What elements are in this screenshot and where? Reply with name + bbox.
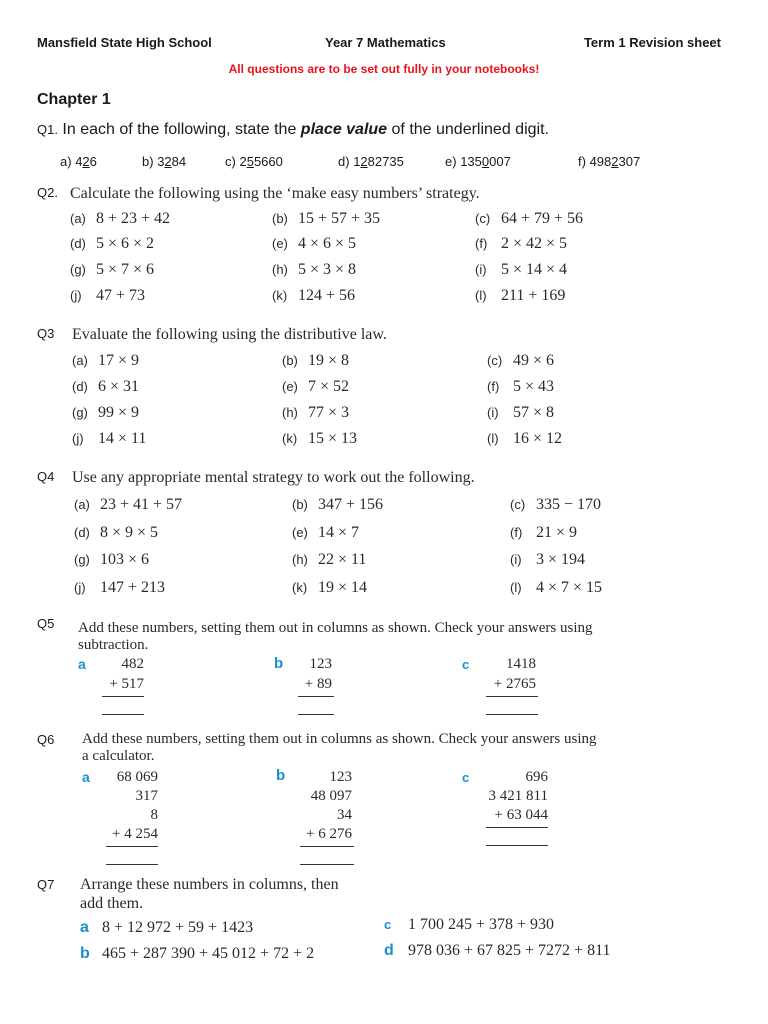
q6-instruction-line2: a calculator.	[82, 748, 155, 764]
q2-item: (e) 4 × 6 × 5	[272, 235, 357, 252]
q5-b-answer-line	[298, 714, 334, 715]
q6-label-b: b	[276, 767, 286, 784]
q1-text-a: In each of the following, state the	[62, 121, 301, 138]
q4-instruction: Use any appropriate mental strategy to work out the following.	[72, 469, 475, 486]
q6-instruction-line1: Add these numbers, setting them out in columns as shown. Check your answers using	[82, 731, 597, 747]
q7-item-b: b 465 + 287 390 + 45 012 + 72 + 2	[80, 945, 315, 962]
q1-number: Q1.	[37, 122, 58, 137]
q1-question	[37, 121, 549, 139]
q5-b-bottom: + 89	[304, 676, 332, 692]
school-name: Mansfield State High School	[37, 35, 212, 50]
q6-label-c: c	[462, 770, 470, 785]
q6-c-line: 696	[525, 769, 548, 785]
q6-b-answer-line	[300, 864, 354, 865]
q7-item-a: a 8 + 12 972 + 59 + 1423	[80, 919, 254, 936]
q3-item: (k) 15 × 13	[282, 430, 358, 447]
q3-item: (c) 49 × 6	[487, 352, 555, 369]
q2-item: (a) 8 + 23 + 42	[70, 210, 171, 227]
q3-item: (l) 16 × 12	[487, 430, 563, 447]
q2-item: (i) 5 × 14 × 4	[475, 261, 568, 278]
q4-item: (f) 21 × 9	[510, 524, 578, 541]
q6-b-rule	[300, 846, 354, 847]
q4-item: (e) 14 × 7	[292, 524, 360, 541]
q5-instruction-line2: subtraction.	[78, 637, 149, 653]
q6-a-line: + 4 254	[112, 826, 158, 842]
q6-a-rule	[106, 846, 158, 847]
q3-item: (g) 99 × 9	[72, 404, 140, 421]
q3-item: (h) 77 × 3	[282, 404, 350, 421]
q3-item: (f) 5 × 43	[487, 378, 555, 395]
q5-a-answer-line	[102, 714, 144, 715]
q2-number: Q2.	[37, 185, 58, 200]
subject-title: Year 7 Mathematics	[325, 35, 446, 50]
q5-c-top: 1418	[506, 656, 536, 672]
q6-b-line: 34	[337, 807, 352, 823]
q2-instruction: Calculate the following using the ‘make easy numbers’ strategy.	[70, 185, 480, 202]
instruction-note: All questions are to be set out fully in your notebooks!	[228, 62, 540, 76]
q5-c-answer-line	[486, 714, 538, 715]
q6-c-line: + 63 044	[494, 807, 548, 823]
q7-item-d: d 978 036 + 67 825 + 7272 + 811	[384, 942, 611, 959]
q1-item: d) 1282735	[338, 154, 404, 169]
q1-text-b: of the underlined digit.	[387, 121, 549, 138]
q6-c-line: 3 421 811	[488, 788, 548, 804]
q3-item: (d) 6 × 31	[72, 378, 140, 395]
q6-c-rule	[486, 827, 548, 828]
q6-a-line: 68 069	[116, 769, 158, 785]
q4-item: (i) 3 × 194	[510, 551, 586, 568]
q5-a-top: 482	[121, 656, 144, 672]
q7-number: Q7	[37, 877, 55, 892]
q6-b-line: 48 097	[310, 788, 352, 804]
sheet-title: Term 1 Revision sheet	[583, 35, 721, 50]
q5-label-b: b	[274, 655, 284, 672]
q2-item: (j) 47 + 73	[70, 287, 146, 304]
q4-item: (h) 22 × 11	[292, 551, 367, 568]
q2-item: (h) 5 × 3 × 8	[272, 261, 357, 278]
q3-item: (i) 57 × 8	[487, 404, 555, 421]
q5-instruction-line1: Add these numbers, setting them out in columns as shown. Check your answers using	[78, 620, 593, 636]
q5-b-top: 123	[309, 656, 332, 672]
q2-item: (g) 5 × 7 × 6	[70, 261, 155, 278]
q3-item: (a) 17 × 9	[72, 352, 140, 369]
q1-item: c) 255660	[225, 154, 283, 169]
q1-item: b) 3284	[142, 154, 187, 169]
q6-label-a: a	[82, 769, 90, 785]
q5-c-bottom: + 2765	[493, 676, 536, 692]
q5-number: Q5	[37, 616, 55, 631]
q6-b-line: 123	[329, 769, 352, 785]
q2-item: (b) 15 + 57 + 35	[272, 210, 381, 227]
q3-item: (e) 7 × 52	[282, 378, 350, 395]
q4-item: (b) 347 + 156	[292, 496, 384, 513]
q5-label-c: c	[462, 657, 470, 672]
q6-a-line: 317	[135, 788, 158, 804]
q6-a-line: 8	[150, 807, 158, 823]
q5-a-bottom: + 517	[109, 676, 144, 692]
q1-item: a) 426	[60, 154, 97, 169]
q1-item: f) 4982307	[578, 154, 641, 169]
q5-a-rule	[102, 696, 144, 697]
q2-item: (l) 211 + 169	[475, 287, 566, 304]
q5-b-rule	[298, 696, 334, 697]
q4-item: (a) 23 + 41 + 57	[74, 496, 183, 513]
q1-text-em: place value	[300, 121, 388, 138]
q5-label-a: a	[78, 656, 86, 672]
q4-item: (d) 8 × 9 × 5	[74, 524, 159, 541]
q6-b-line: + 6 276	[306, 826, 352, 842]
q2-item: (f) 2 × 42 × 5	[475, 235, 568, 252]
chapter-heading: Chapter 1	[37, 91, 111, 108]
q3-instruction: Evaluate the following using the distributive law.	[72, 326, 387, 343]
q7-item-c: c 1 700 245 + 378 + 930	[384, 916, 555, 933]
q1-item: e) 1350007	[445, 154, 511, 169]
q7-instruction-line1: Arrange these numbers in columns, then	[80, 876, 339, 893]
q4-item: (k) 19 × 14	[292, 579, 368, 596]
q3-item: (b) 19 × 8	[282, 352, 350, 369]
q4-item: (j) 147 + 213	[74, 579, 166, 596]
q3-item: (j) 14 × 11	[72, 430, 147, 447]
q4-number: Q4	[37, 469, 55, 484]
q2-item: (c) 64 + 79 + 56	[475, 210, 584, 227]
q6-c-answer-line	[486, 845, 548, 846]
q3-number: Q3	[37, 326, 55, 341]
q2-item: (d) 5 × 6 × 2	[70, 235, 155, 252]
q4-item: (l) 4 × 7 × 15	[510, 579, 603, 596]
q5-c-rule	[486, 696, 538, 697]
q7-instruction-line2: add them.	[80, 895, 144, 912]
q4-item: (g) 103 × 6	[74, 551, 150, 568]
q2-item: (k) 124 + 56	[272, 287, 356, 304]
q6-a-answer-line	[106, 864, 158, 865]
q6-number: Q6	[37, 732, 55, 747]
q4-item: (c) 335 − 170	[510, 496, 602, 513]
